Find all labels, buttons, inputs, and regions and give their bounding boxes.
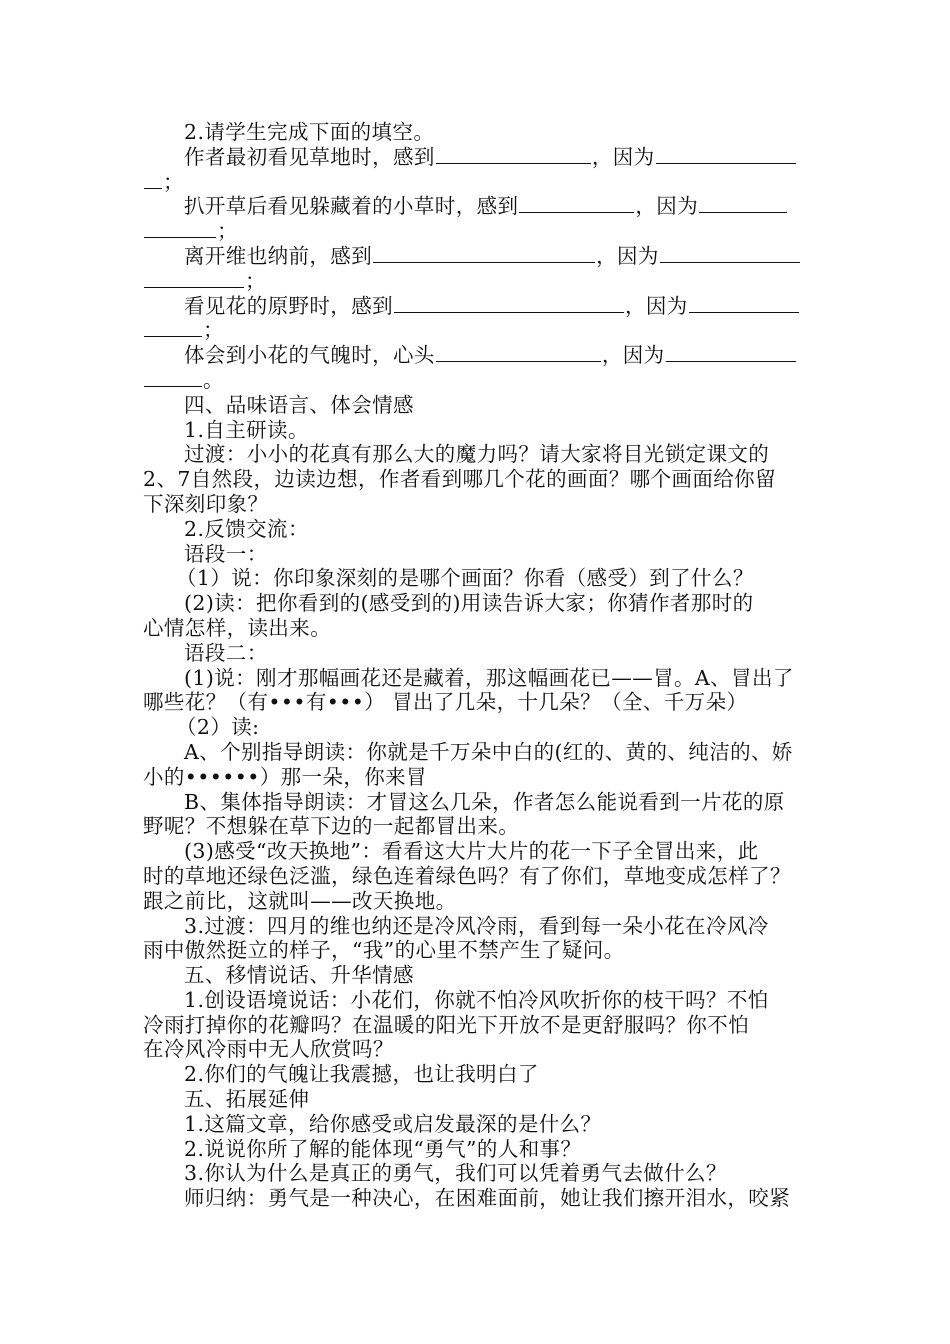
text-line: 冷雨打掉你的花瓣吗？在温暖的阳光下开放不是更舒服吗？你不怕 bbox=[143, 1012, 750, 1037]
blank bbox=[144, 368, 202, 387]
text-line: (3)感受“改天换地”：看看这大片大片的花一下子全冒出来，此 bbox=[184, 839, 759, 864]
text-line: 3.你认为什么是真正的勇气，我们可以凭着勇气去做什么？ bbox=[184, 1161, 727, 1186]
text-line: (1)说：刚才那幅画花还是藏着，那这幅画花已——冒。A、冒出了 bbox=[184, 665, 794, 690]
fill-blank-line: 作者最初看见草地时，感到 ，因为 bbox=[143, 145, 813, 170]
text-line: 在冷风冷雨中无人欣赏吗？ bbox=[143, 1037, 394, 1062]
fill-blank-line: 体会到小花的气魄时，心头 ，因为 bbox=[143, 343, 813, 368]
fill-blank-line: 。 bbox=[143, 368, 813, 393]
text-line: 1.这篇文章，给你感受或启发最深的是什么？ bbox=[184, 1111, 602, 1136]
section-heading: 四、品味语言、体会情感 bbox=[184, 392, 414, 417]
text-line: 1.自主研读。 bbox=[184, 417, 309, 442]
text-line: 2.请学生完成下面的填空。 bbox=[184, 120, 435, 144]
text-line: （2）读: bbox=[176, 715, 260, 740]
text-line: 野呢？不想躲在草下边的一起都冒出来。 bbox=[143, 814, 520, 839]
text-line: 2.你们的气魄让我震撼，也让我明白了 bbox=[184, 1062, 539, 1087]
blank bbox=[699, 194, 787, 213]
text-line: 3.过渡：四月的维也纳还是冷风冷雨，看到每一朵小花在冷风冷 bbox=[184, 913, 769, 938]
text-line: （1）说：你印象深刻的是哪个画面？你看（感受）到了什么？ bbox=[176, 566, 754, 591]
blank bbox=[373, 244, 595, 263]
blank bbox=[436, 343, 601, 362]
blank bbox=[689, 294, 799, 313]
fill-blank-line: 离开维也纳前，感到 ，因为 bbox=[143, 244, 813, 269]
fill-blank-line: ； bbox=[143, 269, 813, 294]
text-line: A、个别指导朗读：你就是千万朵中白的(红的、黄的、纯洁的、娇 bbox=[184, 739, 793, 764]
text-line: 哪些花？（有•••有•••） 冒出了几朵，十几朵？（全、千万朵） bbox=[143, 690, 748, 715]
text-line: 跟之前比，这就叫——改天换地。 bbox=[143, 888, 457, 913]
fill-blank-line: ； bbox=[143, 318, 813, 343]
blank bbox=[660, 244, 800, 263]
text-line: 小的••••••）那一朵，你来冒 bbox=[143, 764, 427, 789]
text-line: 语段二： bbox=[184, 640, 268, 665]
fill-blank-line: 看见花的原野时，感到 ，因为 bbox=[143, 294, 813, 319]
text-line: B、集体指导朗读：才冒这么几朵，作者怎么能说看到一片花的原 bbox=[184, 789, 785, 814]
blank bbox=[519, 194, 634, 213]
text-line: 2、7自然段，边读边想，作者看到哪几个花的画面？哪个画面给你留 bbox=[143, 467, 776, 492]
text-line: (2)读：把你看到的(感受到的)用读告诉大家；你猜作者那时的 bbox=[184, 591, 754, 616]
text-line: 下深刻印象？ bbox=[143, 491, 269, 516]
text-line: 2.说说你所了解的能体现“勇气”的人和事？ bbox=[184, 1136, 582, 1161]
blank bbox=[394, 294, 624, 313]
blank bbox=[144, 269, 244, 288]
section-heading: 五、移情说话、升华情感 bbox=[184, 963, 414, 988]
blank bbox=[144, 219, 216, 238]
section-heading: 五、拓展延伸 bbox=[184, 1087, 310, 1112]
fill-blank-line: ； bbox=[143, 170, 813, 195]
text-line: 1.创设语境说话：小花们，你就不怕冷风吹折你的枝干吗？不怕 bbox=[184, 987, 769, 1012]
blank bbox=[656, 145, 796, 164]
text-line: 过渡：小小的花真有那么大的魔力吗？请大家将目光锁定课文的 bbox=[184, 442, 770, 467]
text-line: 师归纳：勇气是一种决心，在困难面前，她让我们擦开泪水，咬紧 bbox=[184, 1186, 791, 1211]
text-line: 雨中傲然挺立的样子，“我”的心里不禁产生了疑问。 bbox=[143, 938, 625, 963]
fill-blank-line: 扒开草后看见躲藏着的小草时，感到 ，因为 bbox=[143, 194, 813, 219]
text-line: 心情怎样，读出来。 bbox=[143, 615, 332, 640]
text-line: 2.反馈交流： bbox=[184, 516, 309, 541]
text-line: 语段一： bbox=[184, 541, 268, 566]
fill-blank-line: ； bbox=[143, 219, 813, 244]
blank bbox=[144, 318, 202, 337]
text-line: 时的草地还绿色泛滥，绿色连着绿色吗？有了你们，草地变成怎样了？ bbox=[143, 863, 791, 888]
blank bbox=[666, 343, 796, 362]
document-body bbox=[143, 120, 813, 1211]
blank bbox=[436, 145, 591, 164]
blank bbox=[144, 170, 162, 189]
